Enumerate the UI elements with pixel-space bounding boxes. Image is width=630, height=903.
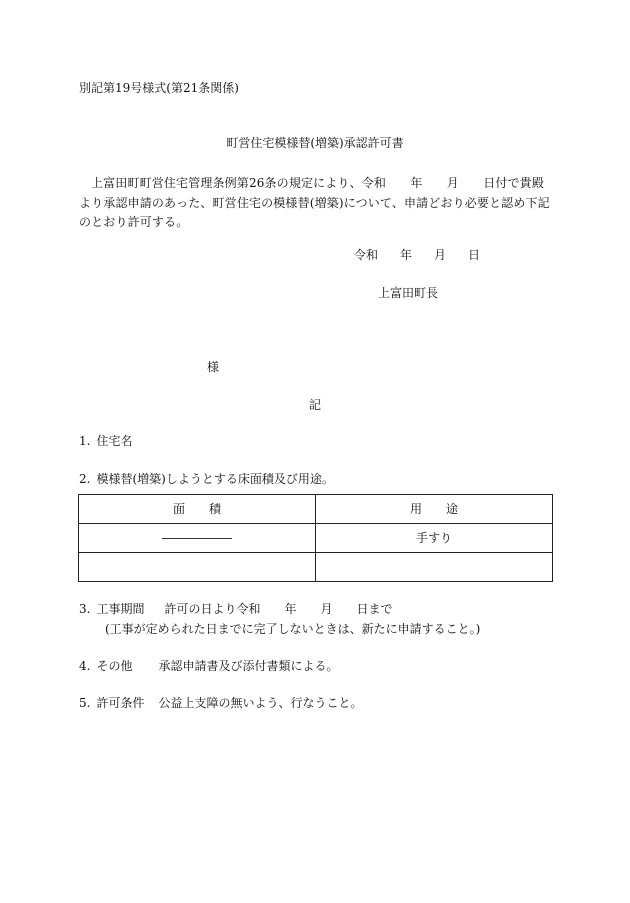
item-3 — [79, 603, 393, 615]
table-header-row — [79, 495, 553, 524]
issue-date — [354, 249, 480, 261]
item-4-number: 4. — [79, 659, 91, 673]
recipient-suffix: 様 — [207, 360, 220, 374]
table-row — [79, 553, 553, 582]
table-cell-usage: 手すり — [316, 524, 553, 553]
item-4 — [79, 660, 338, 672]
item-3-month: 月 — [320, 602, 333, 616]
item-1-number: 1. — [79, 434, 91, 448]
item-5 — [79, 697, 362, 709]
item-3-number: 3. — [79, 602, 91, 616]
item-2 — [79, 473, 334, 485]
item-2-label: 模様替(増築)しようとする床面積及び用途。 — [96, 472, 334, 486]
item-3-end: 日まで — [356, 602, 393, 616]
document-title: 町営住宅模様替(増築)承認許可書 — [226, 136, 404, 150]
area-usage-table — [78, 494, 553, 582]
table-cell-area — [79, 553, 316, 582]
item-3-label: 工事期間 — [96, 602, 145, 616]
body-paragraph: 上富田町町営住宅管理条例第26条の規定により、令和 年 月 日付で貴殿より承認申請のあった、町営住宅の模様替(増築)について、申請どおり必要と認め下記のとおり許可する。 — [79, 176, 550, 229]
item-5-text: 公益上支障の無いよう、行なうこと。 — [158, 696, 363, 710]
item-1-label: 住宅名 — [96, 434, 133, 448]
issue-date-day-label: 日 — [468, 248, 481, 262]
issue-date-era: 令和 — [354, 248, 379, 262]
item-5-number: 5. — [79, 696, 91, 710]
table-row — [79, 524, 553, 553]
table-cell-usage — [316, 553, 553, 582]
item-3-text-before: 許可の日より令和 — [164, 602, 261, 616]
issuer-name: 上富田町長 — [378, 286, 439, 300]
item-4-label: その他 — [96, 659, 133, 673]
table-header-area: 面 積 — [79, 495, 316, 524]
item-1 — [79, 435, 132, 447]
table-header-usage: 用 途 — [316, 495, 553, 524]
item-3-note: (工事が定められた日までに完了しないときは、新たに申請すること。) — [105, 622, 481, 636]
item-5-label: 許可条件 — [96, 696, 145, 710]
item-3-year: 年 — [284, 602, 297, 616]
table-cell-area — [79, 524, 316, 553]
form-number: 別記第19号様式(第21条関係) — [79, 81, 239, 95]
issue-date-year-label: 年 — [400, 248, 413, 262]
ki-heading: 記 — [308, 398, 321, 412]
item-4-text: 承認申請書及び添付書類による。 — [158, 659, 339, 673]
blank-line — [162, 538, 232, 539]
issue-date-month-label: 月 — [434, 248, 447, 262]
item-2-number: 2. — [79, 472, 91, 486]
